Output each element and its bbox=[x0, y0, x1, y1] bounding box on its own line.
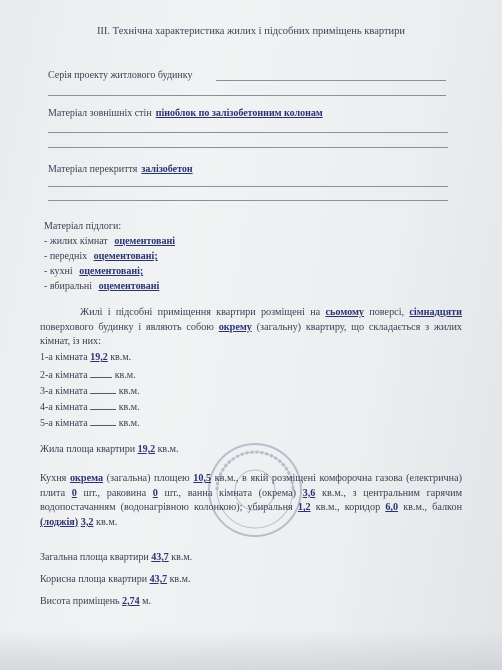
series-underline bbox=[216, 80, 446, 81]
useful-area-row: Корисна площа квартири 43,7 кв.м. bbox=[40, 574, 191, 585]
storeys: сімнадцяти bbox=[409, 307, 463, 318]
series-underline-2 bbox=[48, 95, 446, 96]
apartment-paragraph: Жилі і підсобні приміщення квартири розміщені на сьомому поверсі, сімнадцяти поверхового будинку і являють собою окрему (загальну) квартиру, що складається з жилих кімнат, із них: bbox=[40, 307, 463, 348]
floor-item: - кухні оцементовані; bbox=[44, 266, 144, 277]
ceiling-row bbox=[48, 164, 193, 175]
room-1-value: 19,2 bbox=[90, 352, 108, 363]
wc-area: 1,2 bbox=[297, 502, 311, 514]
bath-area: 3,6 bbox=[302, 487, 316, 499]
walls-line-1 bbox=[48, 132, 448, 133]
floor-block bbox=[44, 219, 175, 294]
floor-item: - передніх оцементовані; bbox=[44, 251, 158, 262]
room-5-value bbox=[90, 416, 116, 426]
room-4-value bbox=[90, 400, 116, 410]
floor-item: - вбиральні оцементовані bbox=[44, 281, 160, 292]
walls-row bbox=[48, 108, 323, 119]
paper-shadow bbox=[0, 630, 502, 670]
corridor-area: 6,0 bbox=[385, 502, 399, 514]
room-row: 2-а кімната кв.м. bbox=[40, 370, 136, 381]
walls-label: Матеріал зовнішніх стін bbox=[48, 108, 152, 119]
room-2-value bbox=[90, 368, 112, 378]
ceiling-value: залізобетон bbox=[141, 164, 193, 175]
kitchen-area: 10,5 bbox=[193, 473, 212, 484]
floor-item: - жилих кімнат оцементовані bbox=[44, 236, 175, 247]
balcony-area: 3,2 bbox=[80, 516, 94, 528]
ceiling-label: Матеріал перекриття bbox=[48, 164, 138, 175]
walls-value: піноблок по залізобетонним колонам bbox=[155, 108, 323, 119]
section-title: ІІІ. Технічна характеристика жилих і підсобних приміщень квартири bbox=[96, 26, 406, 37]
height-value: 2,74 bbox=[122, 596, 140, 607]
total-area-value: 43,7 bbox=[151, 552, 169, 563]
total-area-row: Загальна площа квартири 43,7 кв.м. bbox=[40, 552, 193, 563]
room-row: 3-а кімната кв.м. bbox=[40, 386, 140, 397]
kitchen-paragraph: Кухня окрема (загальна) площею 10,5 кв.м., в якій розміщені комфорочна газова (електрична) плита 0 шт., раковина 0 шт., ванна кімната (окрема) 3,6 кв.м., з центральним гарячим водопостачанням (водонагрівною колонкою); убиральня 1,2 кв.м., коридор 6,0 кв.м., балкон (лоджія) 3,2 кв.м. bbox=[40, 473, 463, 528]
useful-area-value: 43,7 bbox=[149, 574, 168, 585]
ceiling-line-2 bbox=[48, 200, 448, 201]
floor-number: сьомому bbox=[325, 307, 364, 318]
series-label: Серія проекту житлового будинку bbox=[48, 70, 193, 81]
room-3-value bbox=[90, 384, 116, 394]
separate-word: окрему bbox=[218, 321, 252, 333]
living-area-value: 19,2 bbox=[137, 444, 156, 455]
height-row: Висота приміщень 2,74 м. bbox=[40, 596, 151, 607]
walls-line-2 bbox=[48, 147, 448, 148]
ceiling-line-1 bbox=[48, 186, 448, 187]
floor-heading: Матеріал підлоги: bbox=[44, 221, 122, 232]
room-row: 5-а кімната кв.м. bbox=[40, 418, 140, 429]
living-area-row: Жила площа квартири 19,2 кв.м. bbox=[40, 444, 179, 455]
room-row: 4-а кімната кв.м. bbox=[40, 402, 140, 413]
room-row: 1-а кімната 19,2 кв.м. bbox=[40, 352, 132, 363]
